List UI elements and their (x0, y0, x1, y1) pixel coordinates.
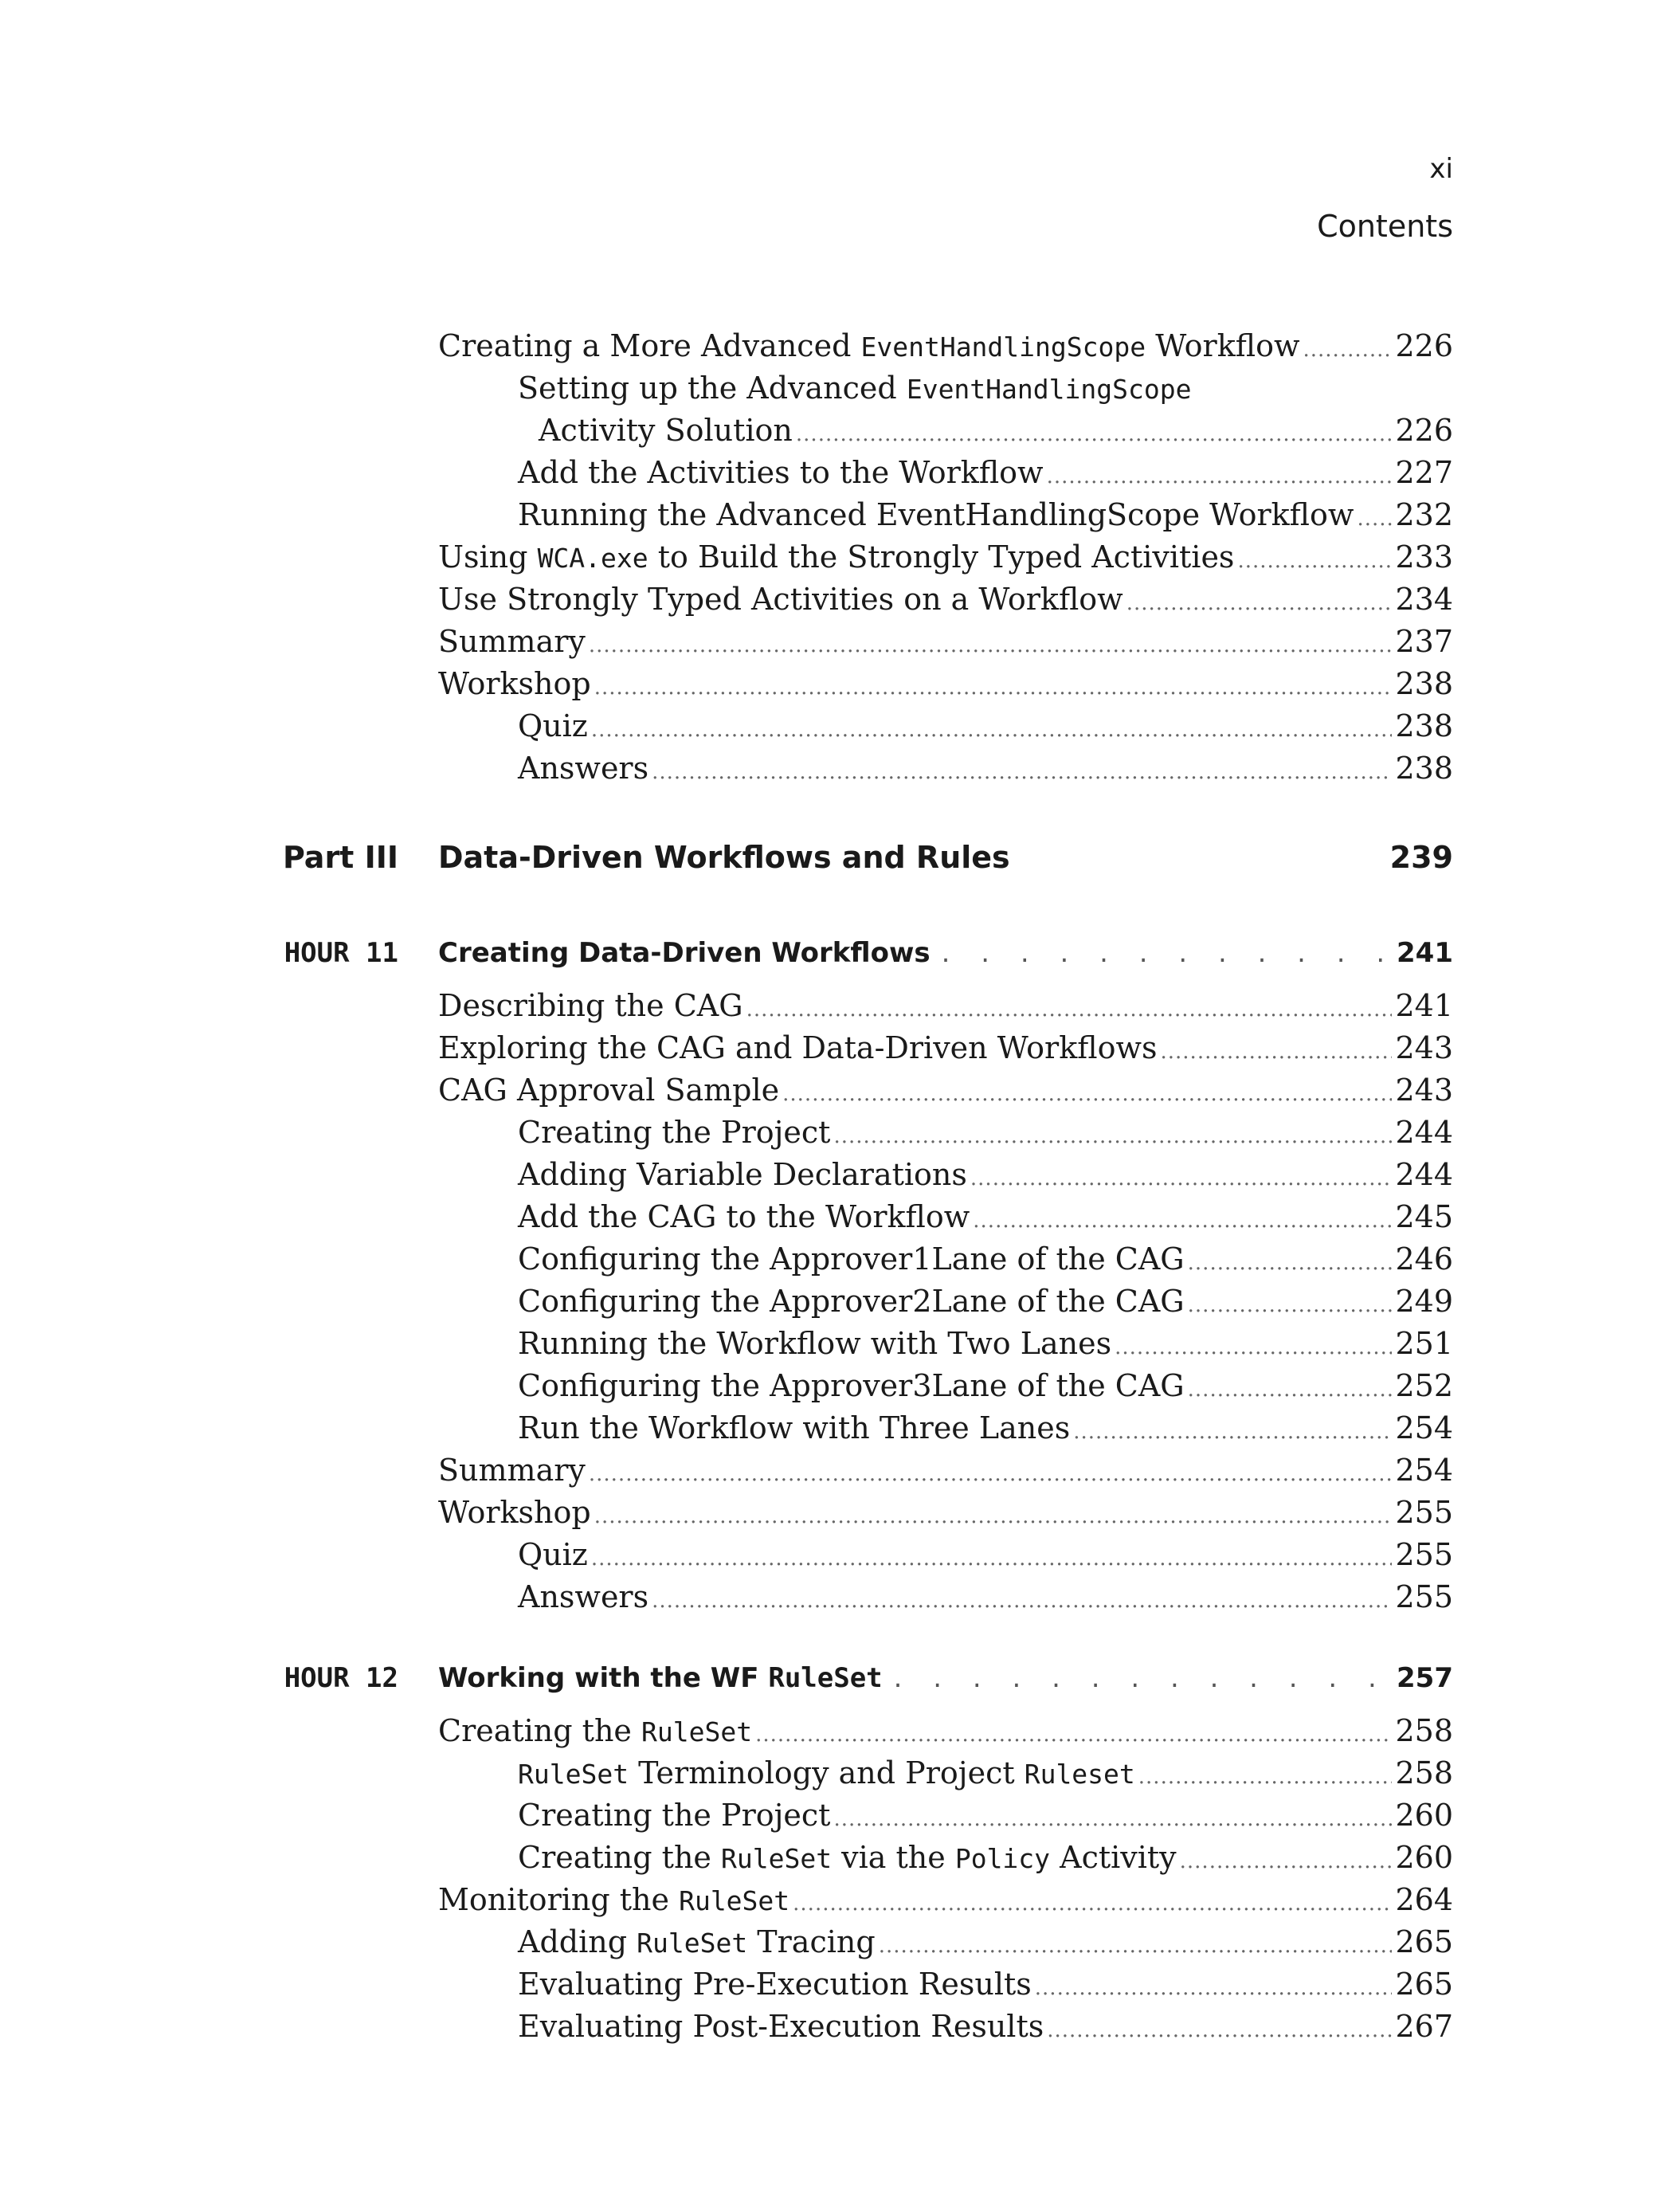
hour-page-number: 241 (1397, 937, 1453, 969)
dot-leader (1188, 1251, 1393, 1275)
hour-title-entry[interactable] (438, 1662, 1453, 1694)
dot-leader (591, 718, 1393, 742)
toc-page-number: 243 (1395, 1073, 1453, 1108)
toc-page-number: 238 (1395, 666, 1453, 701)
dot-leader (594, 676, 1393, 700)
dot-leader (793, 1892, 1392, 1916)
toc-page-number: 255 (1395, 1537, 1453, 1572)
toc-page-number: 226 (1395, 413, 1453, 448)
toc-entry[interactable]: Adding RuleSet Tracing ..... 265 (518, 1924, 1453, 1959)
toc-entry[interactable]: Run the Workflow with Three Lanes ..... 254 (518, 1410, 1453, 1445)
dot-leader (1115, 1335, 1392, 1359)
toc-page-number: 246 (1395, 1241, 1453, 1277)
toc-entry[interactable]: Running the Workflow with Two Lanes ..... 251 (518, 1326, 1453, 1361)
toc-entry[interactable]: Evaluating Pre-Execution Results ..... 265 (518, 1967, 1453, 2002)
toc-entry[interactable]: Summary ..... 237 (438, 624, 1453, 659)
hour-title: Creating Data-Driven Workflows (438, 937, 931, 969)
hour-page-number: 257 (1397, 1662, 1453, 1694)
toc-entry[interactable]: Answers ..... 238 (518, 751, 1453, 786)
dot-leader (1180, 1849, 1393, 1873)
toc-entry-continuation[interactable]: Activity Solution ..... 226 (539, 413, 1453, 448)
toc-page-number: 254 (1395, 1453, 1453, 1488)
dot-leader (833, 1124, 1392, 1148)
dot-leader (796, 422, 1393, 446)
toc-page-number: 245 (1395, 1199, 1453, 1234)
part-label: Part III (282, 840, 398, 875)
toc-page-number: 255 (1395, 1495, 1453, 1530)
dot-leader (1188, 1378, 1393, 1402)
hour-title: Working with the WF RuleSet (438, 1662, 883, 1694)
toc-page-number: 244 (1395, 1157, 1453, 1192)
toc-entry[interactable]: Describing the CAG ..... 241 (438, 988, 1453, 1023)
page-number: xi (1429, 153, 1453, 185)
dot-leader (652, 760, 1392, 784)
toc-entry[interactable]: Configuring the Approver3Lane of the CAG ..... 252 (518, 1368, 1453, 1403)
dot-leader (591, 1547, 1393, 1571)
toc-entry[interactable]: Setting up the Advanced EventHandlingScope (518, 371, 1192, 406)
toc-entry[interactable]: Adding Variable Declarations ..... 244 (518, 1157, 1453, 1192)
toc-page-number: 227 (1395, 455, 1453, 490)
toc-page-number: 238 (1395, 751, 1453, 786)
toc-entry[interactable]: Add the CAG to the Workflow ..... 245 (518, 1199, 1453, 1234)
dot-leader (1188, 1293, 1393, 1317)
toc-entry[interactable]: Exploring the CAG and Data-Driven Workflows ..... 243 (438, 1030, 1453, 1065)
toc-page-number: 264 (1395, 1882, 1453, 1917)
toc-entry[interactable]: Summary ..... 254 (438, 1453, 1453, 1488)
toc-page-number: 234 (1395, 582, 1453, 617)
toc-entry[interactable]: Quiz ..... 255 (518, 1537, 1453, 1572)
dot-leader (755, 1723, 1392, 1747)
toc-page-number: 267 (1395, 2009, 1453, 2044)
toc-entry[interactable]: Workshop ..... 238 (438, 666, 1453, 701)
dot-leader (879, 1934, 1393, 1958)
toc-entry[interactable]: Running the Advanced EventHandlingScope Workflow ..... 232 (518, 497, 1453, 532)
dot-leader (1161, 1040, 1393, 1064)
toc-page-number: 258 (1395, 1713, 1453, 1748)
toc-page-number: 260 (1395, 1840, 1453, 1875)
toc-page-number: 243 (1395, 1030, 1453, 1065)
toc-entry[interactable]: RuleSet Terminology and Project Ruleset ..... 258 (518, 1755, 1453, 1790)
toc-page-number: 226 (1395, 328, 1453, 363)
dot-leader (942, 937, 1385, 969)
dot-leader (746, 998, 1393, 1022)
toc-entry[interactable]: Configuring the Approver2Lane of the CAG ..... 249 (518, 1284, 1453, 1319)
toc-page-number: 238 (1395, 708, 1453, 743)
toc-page-number: 249 (1395, 1284, 1453, 1319)
dot-leader (1126, 591, 1393, 615)
dot-leader (1237, 549, 1392, 573)
toc-page-number: 251 (1395, 1326, 1453, 1361)
toc-entry[interactable]: CAG Approval Sample ..... 243 (438, 1073, 1453, 1108)
toc-page-number: 244 (1395, 1115, 1453, 1150)
dot-leader (970, 1167, 1393, 1190)
toc-page-number: 237 (1395, 624, 1453, 659)
toc-entry[interactable]: Creating the Project ..... 244 (518, 1115, 1453, 1150)
dot-leader (652, 1589, 1392, 1613)
toc-entry[interactable]: Workshop ..... 255 (438, 1495, 1453, 1530)
toc-page-number: 258 (1395, 1755, 1453, 1790)
dot-leader (1138, 1765, 1393, 1789)
toc-entry[interactable]: Quiz ..... 238 (518, 708, 1453, 743)
hour-label: HOUR 12 (284, 1662, 398, 1694)
part-title[interactable]: Data-Driven Workflows and Rules (438, 840, 1010, 875)
toc-entry[interactable]: Configuring the Approver1Lane of the CAG ..... 246 (518, 1241, 1453, 1277)
toc-page-number: 255 (1395, 1579, 1453, 1614)
toc-entry[interactable]: Monitoring the RuleSet ..... 264 (438, 1882, 1453, 1917)
toc-entry[interactable]: Creating the RuleSet via the Policy Activity ..... 260 (518, 1840, 1453, 1875)
dot-leader (589, 633, 1393, 657)
toc-page-number: 254 (1395, 1410, 1453, 1445)
dot-leader (782, 1082, 1392, 1106)
toc-entry[interactable]: Answers ..... 255 (518, 1579, 1453, 1614)
toc-entry[interactable]: Creating a More Advanced EventHandlingScope Workflow ..... 226 (438, 328, 1453, 363)
toc-page-number: 265 (1395, 1967, 1453, 2002)
dot-leader (1073, 1420, 1392, 1444)
toc-entry[interactable]: Creating the RuleSet ..... 258 (438, 1713, 1453, 1748)
hour-title-entry[interactable] (438, 937, 1453, 969)
toc-entry[interactable]: Use Strongly Typed Activities on a Workflow ..... 234 (438, 582, 1453, 617)
dot-leader (1047, 465, 1393, 488)
running-head: Contents (1317, 209, 1453, 244)
toc-page-number: 252 (1395, 1368, 1453, 1403)
dot-leader (1047, 2018, 1392, 2042)
dot-leader (594, 1504, 1393, 1528)
toc-page-number: 260 (1395, 1798, 1453, 1833)
part-page-number: 239 (1389, 840, 1453, 875)
toc-entry[interactable]: Add the Activities to the Workflow ..... 227 (518, 455, 1453, 490)
toc-entry[interactable]: Evaluating Post-Execution Results ..... 267 (518, 2009, 1453, 2044)
dot-leader (589, 1462, 1393, 1486)
toc-entry[interactable]: Using WCA.exe to Build the Strongly Typed Activities ..... 233 (438, 539, 1453, 575)
dot-leader (1303, 338, 1393, 362)
dot-leader (1357, 507, 1392, 531)
dot-leader (973, 1209, 1392, 1233)
dot-leader (894, 1662, 1385, 1694)
toc-page-number: 241 (1395, 988, 1453, 1023)
toc-entry[interactable]: Creating the Project ..... 260 (518, 1798, 1453, 1833)
toc-page-number: 265 (1395, 1924, 1453, 1959)
dot-leader (833, 1807, 1392, 1831)
hour-label: HOUR 11 (284, 937, 398, 969)
dot-leader (1035, 1976, 1393, 2000)
toc-page-number: 233 (1395, 539, 1453, 575)
toc-page-number: 232 (1395, 497, 1453, 532)
